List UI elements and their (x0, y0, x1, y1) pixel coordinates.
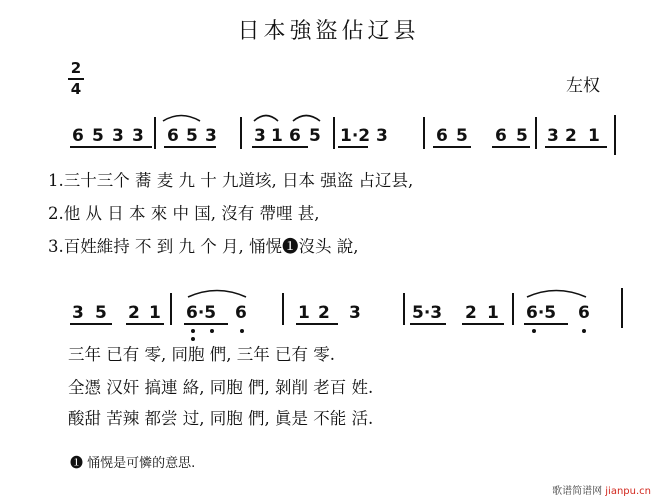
note-1-14: 5 (456, 126, 468, 146)
beam-line (252, 146, 308, 148)
note-1-15: 6 (495, 126, 507, 146)
slur (163, 116, 200, 122)
note-2-13: 6 (578, 303, 590, 323)
watermark-text: 歌谱简谱网 (552, 486, 603, 497)
note-2-0: 3 (72, 303, 84, 323)
beam-line (410, 323, 446, 325)
watermark (552, 482, 651, 497)
note-2-7: 2 (318, 303, 330, 323)
slur (188, 291, 246, 298)
note-1-9: 6 (289, 126, 301, 146)
beam-line (70, 146, 152, 148)
lyric-verse-3a: 3.百姓維持 不 到 九 个 月, 悀愰❶沒头 說, (48, 237, 359, 256)
octave-dot (191, 329, 195, 333)
note-2-10: 2 (465, 303, 477, 323)
note-1-18: 2 (565, 126, 577, 146)
slur (527, 291, 586, 298)
note-1-10: 5 (309, 126, 321, 146)
beam-line (338, 146, 368, 148)
song-title: 日本強盜佔辽县 (237, 19, 420, 44)
barline (535, 117, 537, 149)
beam-line (492, 146, 530, 148)
octave-dot (582, 329, 586, 333)
beam-line (184, 323, 228, 325)
slur (254, 116, 278, 122)
lyric-verse-2b: 全憑 汉奸 搞連 絡, 同胞 們, 剝削 老百 姓. (68, 378, 374, 397)
note-2-8: 3 (349, 303, 361, 323)
note-1-12: 3 (376, 126, 388, 146)
note-1-2: 3 (112, 126, 124, 146)
note-2-5: 6 (235, 303, 247, 323)
barline (240, 117, 242, 149)
footnote-marker: ❶ (70, 456, 84, 471)
note-1-19: 1 (588, 126, 600, 146)
lyric-verse-2a: 2.他 从 日 本 來 中 国, 沒有 帶哩 甚, (48, 204, 320, 223)
lyric-verse-1a: 1.三十三个 蕎 麦 九 十 九道垓, 日本 强盗 占辽县, (48, 171, 414, 190)
note-1-6: 3 (205, 126, 217, 146)
note-1-13: 6 (436, 126, 448, 146)
footnote-text: 悀愰是可憐的意思. (87, 456, 196, 471)
barline (621, 288, 623, 328)
footnote (70, 452, 195, 471)
time-signature-bottom: 4 (70, 80, 82, 98)
barline (423, 117, 425, 149)
note-2-4: 6·5 (186, 303, 217, 323)
note-1-7: 3 (254, 126, 266, 146)
beam-line (545, 146, 607, 148)
barline (333, 117, 335, 149)
octave-dot (240, 329, 244, 333)
barline (614, 115, 616, 155)
barline (403, 293, 405, 325)
watermark-url: jianpu.cn (605, 486, 651, 497)
note-1-1: 5 (92, 126, 104, 146)
time-signature-top: 2 (70, 59, 82, 77)
beam-line (70, 323, 112, 325)
composer: 左权 (566, 76, 600, 96)
note-1-0: 6 (72, 126, 84, 146)
note-2-2: 2 (128, 303, 140, 323)
beam-line (126, 323, 164, 325)
barline (282, 293, 284, 325)
note-2-12: 6·5 (526, 303, 557, 323)
note-1-4: 6 (167, 126, 179, 146)
beam-line (524, 323, 568, 325)
lyric-verse-3b: 酸甜 苦辣 都尝 过, 同胞 們, 眞是 不能 活. (68, 409, 374, 428)
note-1-5: 5 (186, 126, 198, 146)
note-2-9: 5·3 (412, 303, 443, 323)
beam-line (462, 323, 504, 325)
barline (170, 293, 172, 325)
note-1-17: 3 (547, 126, 559, 146)
note-2-11: 1 (487, 303, 499, 323)
beam-line (296, 323, 338, 325)
note-1-3: 3 (132, 126, 144, 146)
octave-dot (210, 329, 214, 333)
slur (293, 116, 320, 122)
note-1-11: 1·2 (340, 126, 371, 146)
barline (154, 117, 156, 149)
beam-line (433, 146, 471, 148)
barline (512, 293, 514, 325)
note-2-3: 1 (149, 303, 161, 323)
lyric-verse-1b: 三年 已有 零, 同胞 們, 三年 已有 零. (68, 345, 335, 364)
note-2-1: 5 (95, 303, 107, 323)
time-signature (68, 60, 84, 98)
note-1-8: 1 (271, 126, 283, 146)
octave-dot (532, 329, 536, 333)
beam-line (164, 146, 216, 148)
note-2-6: 1 (298, 303, 310, 323)
note-1-16: 5 (516, 126, 528, 146)
